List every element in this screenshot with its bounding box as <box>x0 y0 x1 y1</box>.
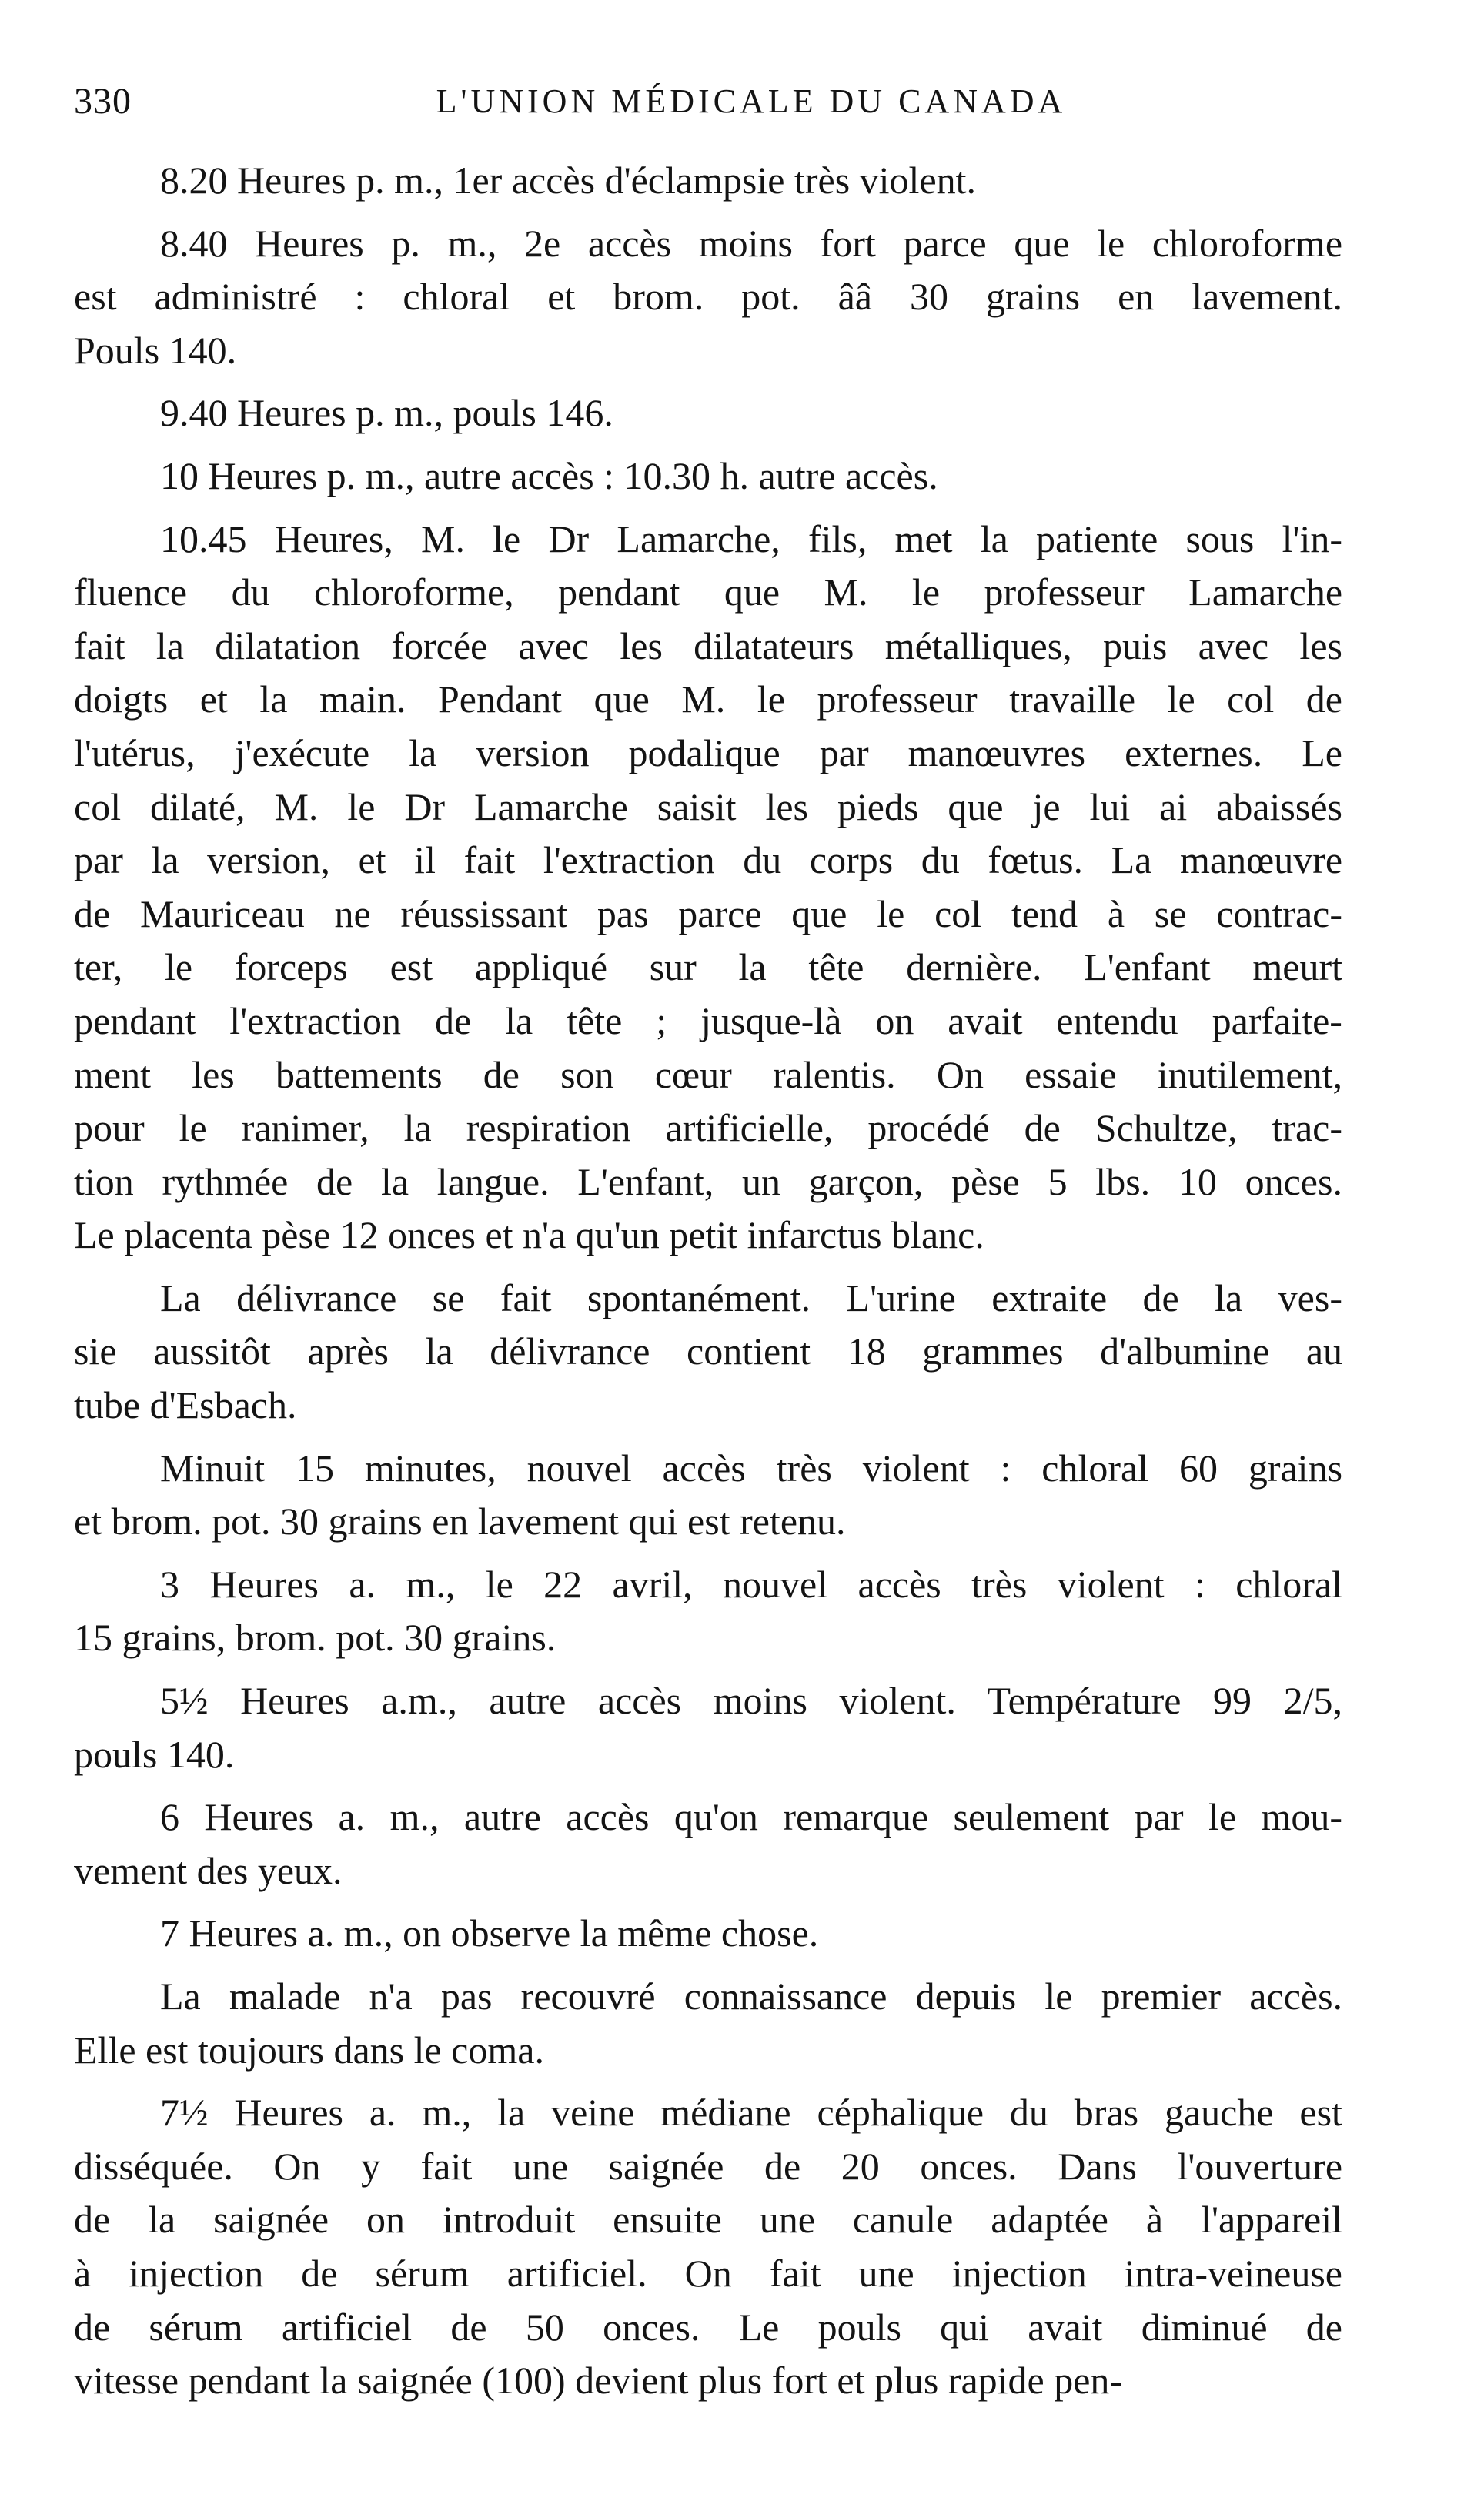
paragraph <box>74 1791 1429 1898</box>
paragraph <box>74 1442 1429 1549</box>
text-line: Elle est toujours dans le coma. <box>74 2028 544 2072</box>
text-line: 15 grains, brom. pot. 30 grains. <box>74 1616 556 1660</box>
text-line: l'utérus, j'exécute la version podalique par manœuvres externes. Le <box>74 731 1342 774</box>
text-line: de sérum artificiel de 50 onces. Le pouls qui avait diminué de <box>74 2305 1342 2349</box>
text-line: et brom. pot. 30 grains en lavement qui est retenu. <box>74 1500 846 1543</box>
text-line: ment les battements de son cœur ralentis. On essaie inutilement, <box>74 1052 1343 1096</box>
paragraph <box>74 1558 1429 1665</box>
text-line: La délivrance se fait spontanément. L'urine extraite de la ves- <box>160 1276 1342 1319</box>
paragraph <box>74 450 1429 503</box>
text-line: 7 Heures a. m., on observe la même chose. <box>160 1911 819 1955</box>
paragraph <box>74 1907 1429 1961</box>
text-line: Minuit 15 minutes, nouvel accès très violent : chloral 60 grains <box>160 1446 1343 1490</box>
body-text <box>74 154 1429 2417</box>
text-line: La malade n'a pas recouvré connaissance depuis le premier accès. <box>160 1975 1343 2018</box>
text-line: 8.20 Heures p. m., 1er accès d'éclampsie très violent. <box>160 159 977 202</box>
text-line: sie aussitôt après la délivrance contient 18 grammes d'albumine au <box>74 1329 1343 1373</box>
journal-title: L'UNION MÉDICALE DU CANADA <box>436 82 1067 120</box>
paragraph <box>74 1674 1429 1781</box>
text-line: 10 Heures p. m., autre accès : 10.30 h. autre accès. <box>160 453 938 497</box>
paragraph <box>74 154 1429 208</box>
text-line: pouls 140. <box>74 1732 235 1776</box>
text-line: par la version, et il fait l'extraction du corps du fœtus. La manœuvre <box>74 838 1343 882</box>
paragraph <box>74 1970 1429 2077</box>
paragraph <box>74 513 1429 1262</box>
text-line: vement des yeux. <box>74 1848 343 1892</box>
running-head <box>74 74 1429 129</box>
text-line: doigts et la main. Pendant que M. le professeur travaille le col de <box>74 677 1342 721</box>
text-line: col dilaté, M. le Dr Lamarche saisit les pieds que je lui ai abaissés <box>74 784 1342 828</box>
text-line: tube d'Esbach. <box>74 1383 297 1427</box>
text-line: de la saignée on introduit ensuite une canule adaptée à l'appareil <box>74 2198 1342 2242</box>
text-line: 5½ Heures a.m., autre accès moins violent. Température 99 2/5, <box>160 1679 1342 1723</box>
text-line: tion rythmée de la langue. L'enfant, un garçon, pèse 5 lbs. 10 onces. <box>74 1159 1342 1203</box>
text-line: Pouls 140. <box>74 328 237 372</box>
paragraph <box>74 2086 1429 2408</box>
page-number: 330 <box>74 81 132 122</box>
text-line: à injection de sérum artificiel. On fait une injection intra-veineuse <box>74 2251 1342 2295</box>
text-line: fait la dilatation forcée avec les dilatateurs métalliques, puis avec les <box>74 624 1342 667</box>
text-line: de Mauriceau ne réussissant pas parce que le col tend à se contrac- <box>74 891 1342 935</box>
text-line: vitesse pendant la saignée (100) devient plus fort et plus rapide pen- <box>74 2359 1123 2403</box>
text-line: pour le ranimer, la respiration artificielle, procédé de Schultze, trac- <box>74 1106 1343 1150</box>
paragraph <box>74 386 1429 440</box>
text-line: pendant l'extraction de la tête ; jusque-là on avait entendu parfaite- <box>74 998 1342 1042</box>
text-line: ter, le forceps est appliqué sur la tête dernière. L'enfant meurt <box>74 945 1343 989</box>
text-line: fluence du chloroforme, pendant que M. le professeur Lamarche <box>74 570 1343 614</box>
text-line: 10.45 Heures, M. le Dr Lamarche, fils, met la patiente sous l'in- <box>160 517 1343 560</box>
text-line: 6 Heures a. m., autre accès qu'on remarque seulement par le mou- <box>160 1795 1343 1839</box>
paragraph <box>74 1272 1429 1433</box>
paragraph <box>74 217 1429 378</box>
text-line: 9.40 Heures p. m., pouls 146. <box>160 391 613 435</box>
text-line: 8.40 Heures p. m., 2e accès moins fort parce que le chloroforme <box>160 221 1343 265</box>
text-line: 7½ Heures a. m., la veine médiane céphalique du bras gauche est <box>160 2091 1342 2135</box>
text-line: est administré : chloral et brom. pot. ââ 30 grains en lavement. <box>74 275 1343 319</box>
text-line: 3 Heures a. m., le 22 avril, nouvel accès très violent : chloral <box>160 1562 1343 1606</box>
text-line: Le placenta pèse 12 onces et n'a qu'un petit infarctus blanc. <box>74 1213 984 1257</box>
text-line: disséquée. On y fait une saignée de 20 onces. Dans l'ouverture <box>74 2144 1343 2188</box>
